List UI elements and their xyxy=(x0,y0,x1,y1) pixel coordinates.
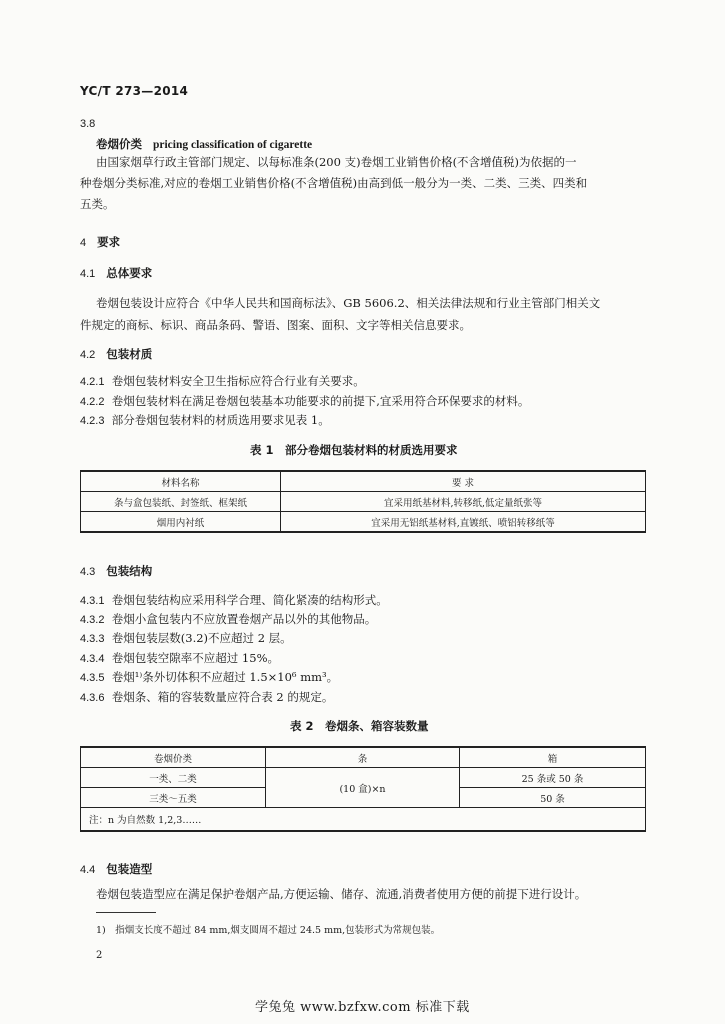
table-cell: 50 条 xyxy=(460,788,646,808)
clause-4-3-1 xyxy=(80,592,388,610)
clause-number: 4.2.2 xyxy=(80,396,105,408)
clause-text: 卷烟包装材料在满足卷烟包装基本功能要求的前提下,宜采用符合环保要求的材料。 xyxy=(111,394,530,408)
table-cell-merged: (10 盒)×n xyxy=(266,768,460,808)
clause-4-3-5 xyxy=(80,669,338,687)
page-number: 2 xyxy=(96,950,103,961)
clause-text: 卷烟包装层数(3.2)不应超过 2 层。 xyxy=(111,631,292,645)
section-4-4-heading xyxy=(80,861,152,879)
clause-3-8-definition-line2: 种卷烟分类标准,对应的卷烟工业销售价格(不含增值税)由高到低一般分为一类、二类、三类、四类和 xyxy=(80,176,588,190)
site-watermark: 学兔兔 www.bzfxw.com 标准下载 xyxy=(255,1000,470,1015)
section-4-3-title: 包装结构 xyxy=(106,564,153,578)
section-4-heading xyxy=(80,234,120,252)
table-1-caption: 表 1 部分卷烟包装材料的材质选用要求 xyxy=(250,443,458,457)
clause-number: 4.3.1 xyxy=(80,595,105,607)
table-header-row xyxy=(81,471,646,492)
section-4-1-line2: 件规定的商标、标识、商品条码、警语、图案、面积、文字等相关信息要求。 xyxy=(80,318,471,332)
clause-3-8-definition-line3: 五类。 xyxy=(80,197,115,211)
table-cell: 烟用内衬纸 xyxy=(81,512,281,533)
clause-text: 卷烟条、箱的容装数量应符合表 2 的规定。 xyxy=(111,690,334,704)
table-header-row xyxy=(81,747,646,768)
clause-text: 卷烟包装结构应采用科学合理、简化紧凑的结构形式。 xyxy=(111,593,388,607)
term-en: pricing classification of cigarette xyxy=(152,139,313,151)
table-cell: 一类、二类 xyxy=(81,768,266,788)
table-note-row xyxy=(81,808,646,832)
table-2-caption: 表 2 卷烟条、箱容装数量 xyxy=(290,719,429,733)
clause-number: 4.3.4 xyxy=(80,653,105,665)
clause-number: 4.3.2 xyxy=(80,614,105,626)
clause-text: 卷烟小盒包装内不应放置卷烟产品以外的其他物品。 xyxy=(111,612,377,626)
table-note: 注：n 为自然数 1,2,3…… xyxy=(81,808,646,832)
section-4-4-title: 包装造型 xyxy=(106,862,153,876)
clause-3-8-term xyxy=(96,136,312,154)
section-4-1-title: 总体要求 xyxy=(106,266,153,280)
table-cell: 25 条或 50 条 xyxy=(460,768,646,788)
section-4-4-number: 4.4 xyxy=(80,864,96,876)
table-2 xyxy=(80,746,646,832)
section-4-4-line1: 卷烟包装造型应在满足保护卷烟产品,方便运输、储存、流通,消费者使用方便的前提下进行设计。 xyxy=(96,887,587,901)
clause-number: 4.3.3 xyxy=(80,633,105,645)
table-cell: 三类～五类 xyxy=(81,788,266,808)
clause-4-3-6 xyxy=(80,689,333,707)
term-cn: 卷烟价类 xyxy=(96,137,142,151)
table-cell: 宜采用无铝纸基材料,直镀纸、喷铝转移纸等 xyxy=(281,512,646,533)
clause-number: 4.2.1 xyxy=(80,376,105,388)
clause-number: 4.2.3 xyxy=(80,415,105,427)
section-4-3-heading xyxy=(80,563,152,581)
clause-3-8-definition-line1: 由国家烟草行政主管部门规定、以每标准条(200 支)卷烟工业销售价格(不含增值税)为依据的一 xyxy=(96,155,577,169)
section-4-3-number: 4.3 xyxy=(80,566,96,578)
table-row xyxy=(81,512,646,533)
table-row xyxy=(81,492,646,512)
header-price-class: 卷烟价类 xyxy=(81,747,266,768)
clause-text: 卷烟包装材料安全卫生指标应符合行业有关要求。 xyxy=(111,374,365,388)
clause-3-8-number: 3.8 xyxy=(80,118,96,130)
standard-code: YC/T 273—2014 xyxy=(80,84,189,98)
clause-4-2-2 xyxy=(80,393,529,411)
clause-number: 4.3.5 xyxy=(80,672,105,684)
clause-text: 部分卷烟包装材料的材质选用要求见表 1。 xyxy=(111,413,330,427)
header-carton: 条 xyxy=(266,747,460,768)
clause-4-3-4 xyxy=(80,650,279,668)
footnote-separator xyxy=(96,912,156,913)
section-4-2-heading xyxy=(80,346,152,364)
section-4-2-title: 包装材质 xyxy=(106,347,153,361)
table-row xyxy=(81,768,646,788)
section-4-1-heading xyxy=(80,265,152,283)
clause-number: 4.3.6 xyxy=(80,692,105,704)
section-4-title: 要求 xyxy=(97,235,121,249)
clause-4-3-3 xyxy=(80,630,292,648)
section-4-1-number: 4.1 xyxy=(80,268,96,280)
clause-text: 卷烟包装空隙率不应超过 15%。 xyxy=(111,651,279,665)
section-4-2-number: 4.2 xyxy=(80,349,96,361)
section-4-number: 4 xyxy=(80,237,87,249)
header-material-name: 材料名称 xyxy=(81,471,281,492)
header-case: 箱 xyxy=(460,747,646,768)
section-4-1-line1: 卷烟包装设计应符合《中华人民共和国商标法》、GB 5606.2、相关法律法规和行业主管部门相关文 xyxy=(96,296,601,310)
footnote: 1) 指烟支长度不超过 84 mm,烟支圆周不超过 24.5 mm,包装形式为常规包装。 xyxy=(96,925,441,936)
table-cell: 条与盒包装纸、封签纸、框架纸 xyxy=(81,492,281,512)
table-1 xyxy=(80,470,646,533)
clause-4-3-2 xyxy=(80,611,376,629)
header-requirement: 要 求 xyxy=(281,471,646,492)
clause-4-2-1 xyxy=(80,373,365,391)
table-cell: 宜采用纸基材料,转移纸,低定量纸张等 xyxy=(281,492,646,512)
clause-4-2-3 xyxy=(80,412,330,430)
clause-text: 卷烟¹⁾条外切体积不应超过 1.5×10⁶ mm³。 xyxy=(111,670,339,684)
